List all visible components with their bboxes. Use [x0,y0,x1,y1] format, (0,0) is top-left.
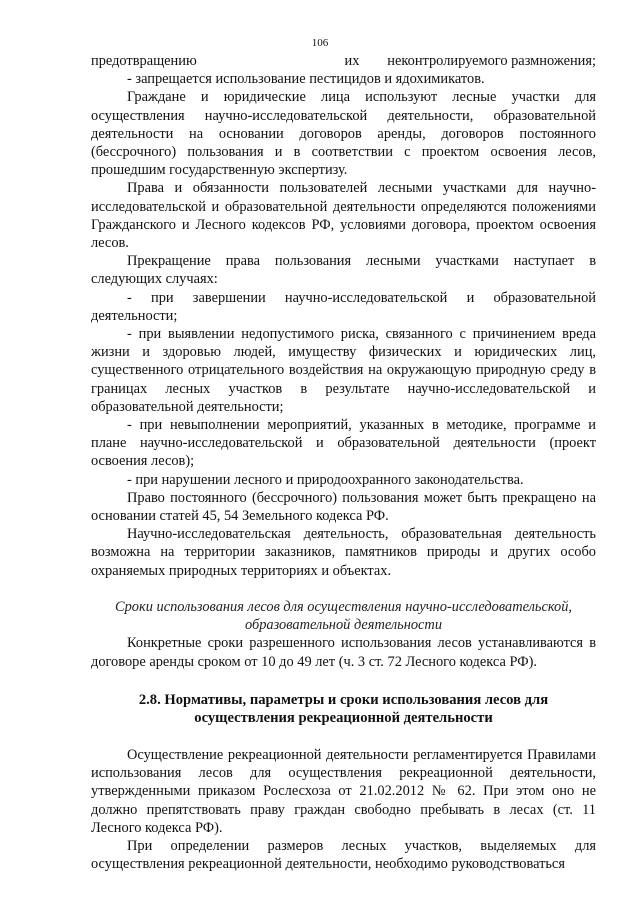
list-item: - при нарушении лесного и природоохранного законодательства. [127,471,524,488]
paragraph: Конкретные сроки разрешенного использования лесов устанавливаются в договоре аренды сроком от 10 до 49 лет (ч. 3 ст. 72 Лесного кодекса РФ). [91,635,596,670]
document-body [91,52,596,873]
paragraph: При определении размеров лесных участков, выделяемых для осуществления рекреационной деятельности, необходимо руководствоваться [91,837,596,873]
paragraph: Осуществление рекреационной деятельности регламентируется Правилами использования лесов для осуществления рекреационной деятельности, утвержденными приказом Рослесхоза от 21.02.2012 № 62. При этом оно не должно препятствовать праву граждан свободно пребывать в лесах (ст. 11 Лесного кодекса РФ). [91,746,596,836]
subsection-heading: Сроки использования лесов для осуществления научно-исследовательской, образовательной деятельности [114,598,572,634]
paragraph: Права и обязанности пользователей лесными участками для научно-исследовательской и образовательной деятельности определяются положениями Гражданского и Лесного кодексов РФ, условиями договора, проектом освоения лесов. [91,180,596,252]
continued-line-part-1: предотвращению [91,53,197,69]
section-heading: 2.8. Нормативы, параметры и сроки использования лесов для осуществления рекреационной деятельности [138,691,549,727]
continued-line-part-3: неконтролируемого размножения; [387,53,596,69]
paragraph: Прекращение права пользования лесными участками наступает в следующих случаях: [91,253,596,288]
paragraph: Научно-исследовательская деятельность, образовательная деятельность возможна на территории заказников, памятников природы и других особо охраняемых природных территориях и объектах. [91,526,596,579]
paragraph: Граждане и юридические лица используют лесные участки для осуществления научно-исследовательской деятельности, образовательной деятельности на основании договоров аренды, договоров постоянного (бессрочного) пользования и в соответствии с проектом освоения лесов, прошедшим государственную экспертизу. [91,89,596,179]
continued-line-part-2: их [344,53,360,69]
paragraph: Право постоянного (бессрочного) пользования может быть прекращено на основании статей 45, 54 Земельного кодекса РФ. [91,489,596,525]
list-item: - при выявлении недопустимого риска, связанного с причинением вреда жизни и здоровью людей, имуществу физических и юридических лиц, существенного отрицательного воздействия на окружающую природную среду в границах лесных участков в результате научно-исследовательской и образовательной деятельности; [91,326,596,415]
page-number: 106 [311,37,329,49]
continued-line [91,52,596,70]
paragraph: - запрещается использование пестицидов и ядохимикатов. [127,71,485,88]
list-item: - при завершении научно-исследовательской и образовательной деятельности; [91,289,596,324]
list-item: - при невыполнении мероприятий, указанных в методике, программе и плане научно-исследовательской и образовательной деятельности (проект освоения лесов); [91,417,596,470]
